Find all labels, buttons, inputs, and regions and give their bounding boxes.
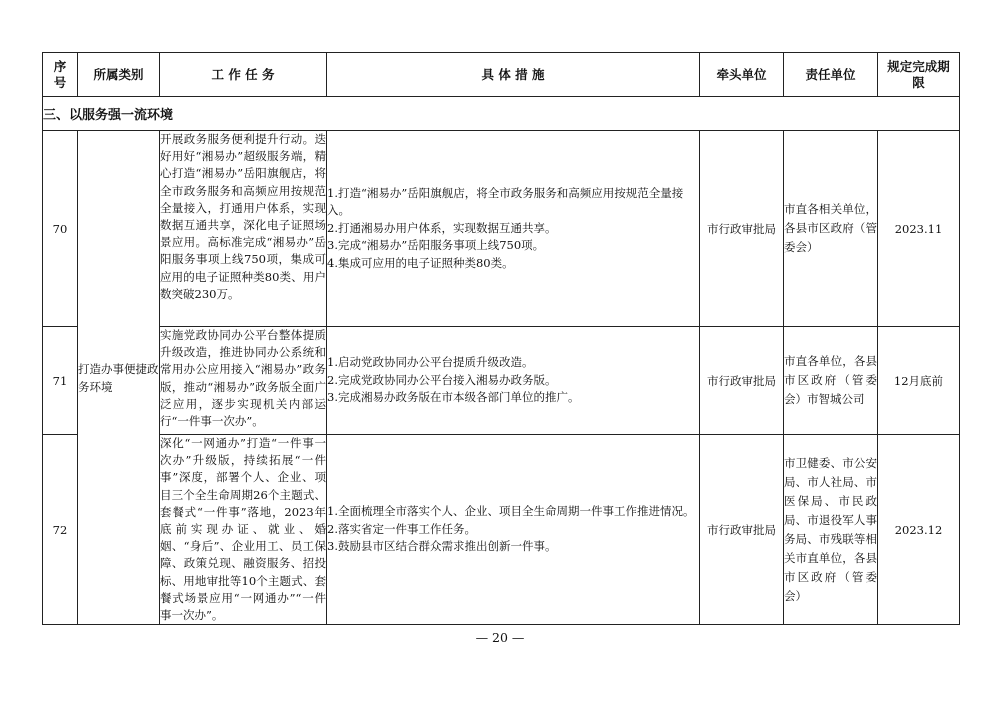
measure-item: 2.打通湘易办用户体系，实现数据互通共享。 [327, 220, 557, 235]
measure-item: 3.鼓励县市区结合群众需求推出创新一件事。 [327, 539, 557, 554]
measure-item: 1.全面梳理全市落实个人、企业、项目全生命周期一件事工作推进情况。 [327, 504, 695, 519]
measure-item: 1.打造“湘易办”岳阳旗舰店，将全市政务服务和高频应用按规范全量接入。 [327, 185, 684, 218]
measure-item: 2.落实省定一件事工作任务。 [327, 521, 476, 536]
section-row [43, 97, 960, 131]
task-cell: 实施党政协同办公平台整体提质升级改造，推进协同办公系统和常用办公应用接入“湘易办”政务版，推动“湘易办”政务版全面广泛应用，逐步实现机关内部运行“一件事一次办”。 [160, 327, 327, 435]
lead-unit-cell: 市行政审批局 [700, 327, 784, 435]
deadline-cell: 2023.12 [878, 435, 960, 625]
task-cell: 开展政务服务便利提升行动。迭好用好“湘易办”超级服务端，精心打造“湘易办”岳阳旗舰店，将全市政务服务和高频应用按规范全量接入，打通用户体系，实现数据互通共享，深化电子证照场景应用。高标准完成“湘易办”岳阳服务事项上线750项，集成可应用的电子证照种类80类、用户数突破230万。 [160, 131, 327, 327]
col-measures-header: 具 体 措 施 [327, 53, 700, 97]
row-number: 70 [43, 131, 78, 327]
col-lead-header: 牵头单位 [700, 53, 784, 97]
deadline-cell: 2023.11 [878, 131, 960, 327]
deadline-cell: 12月底前 [878, 327, 960, 435]
col-seq-header: 序号 [43, 53, 78, 97]
responsible-unit-cell: 市直各单位，各县市区政府（管委会）市智城公司 [784, 327, 878, 435]
measures-cell [327, 435, 700, 625]
row-number: 72 [43, 435, 78, 625]
measure-item: 3.完成“湘易办”岳阳服务事项上线750项。 [327, 238, 545, 253]
measure-item: 1.启动党政协同办公平台提质升级改造。 [327, 355, 534, 370]
table-row [43, 131, 960, 327]
lead-unit-cell: 市行政审批局 [700, 131, 784, 327]
measure-item: 4.集成可应用的电子证照种类80类。 [327, 255, 514, 270]
col-category-header: 所属类别 [78, 53, 160, 97]
measure-item: 2.完成党政协同办公平台接入湘易办政务版。 [327, 372, 557, 387]
measures-cell [327, 327, 700, 435]
section-title: 三、以服务强一流环境 [43, 97, 960, 131]
measure-item: 3.完成湘易办政务版在市本级各部门单位的推广。 [327, 390, 580, 405]
table-row [43, 327, 960, 435]
measures-cell [327, 131, 700, 327]
col-responsible-header: 责任单位 [784, 53, 878, 97]
table-row [43, 435, 960, 625]
lead-unit-cell: 市行政审批局 [700, 435, 784, 625]
category-cell: 打造办事便捷政务环境 [78, 131, 160, 625]
page-number: — 20 — [475, 630, 525, 645]
responsible-unit-cell: 市卫健委、市公安局、市人社局、市医保局、市民政局、市退役军人事务局、市残联等相关市直单位，各县市区政府（管委会） [784, 435, 878, 625]
col-deadline-header: 规定完成期限 [878, 53, 960, 97]
row-number: 71 [43, 327, 78, 435]
header-row [43, 53, 960, 97]
task-table [42, 52, 960, 625]
task-cell: 深化“一网通办”打造“一件事一次办”升级版，持续拓展“一件事”深度，部署个人、企业、项目三个全生命周期26个主题式、套餐式“一件事”落地，2023年底前实现办证、就业、婚姻、“身后”、企业用工、员工保障、政策兑现、融资服务、招投标、用地审批等10个主题式、套餐式场景应用“一网通办”“一件事一次办”。 [160, 435, 327, 625]
responsible-unit-cell: 市直各相关单位，各县市区政府（管委会） [784, 131, 878, 327]
col-task-header: 工 作 任 务 [160, 53, 327, 97]
